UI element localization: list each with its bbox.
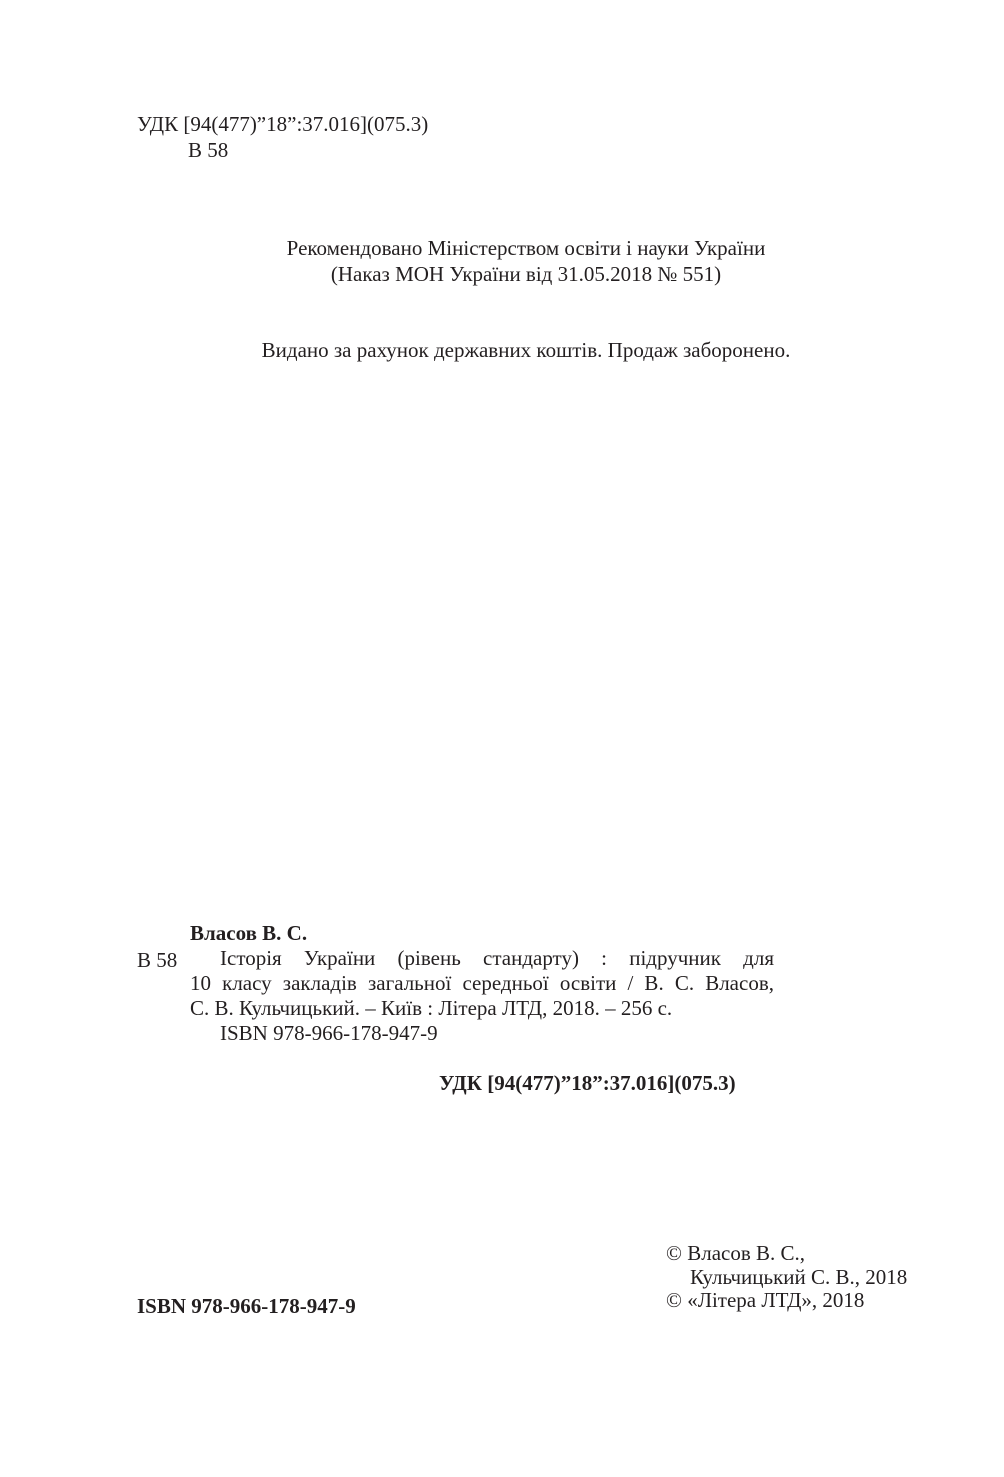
catalog-isbn: ISBN 978-966-178-947-9 (220, 1021, 438, 1045)
library-index-header: В 58 (188, 138, 229, 162)
footer-isbn: ISBN 978-966-178-947-9 (137, 1294, 356, 1318)
copyright-line-1: © Власов В. С., (666, 1241, 806, 1265)
copyright-line-2: Кульчицький С. В., 2018 (690, 1265, 908, 1289)
catalog-library-index: В 58 (137, 948, 178, 972)
udk-code-header: УДК [94(477)”18”:37.016](075.3) (137, 112, 429, 136)
catalog-udk-code: УДК [94(477)”18”:37.016](075.3) (439, 1071, 736, 1095)
catalog-description-line-3: С. В. Кульчицький. – Київ : Літера ЛТД, 2018. – 256 с. (190, 996, 673, 1020)
catalog-description-line-2: 10 класу закладів загальної середньої освіти / В. С. Власов, (190, 971, 774, 995)
copyright-line-3: © «Літера ЛТД», 2018 (666, 1288, 865, 1312)
catalog-description-line-1: Історія України (рівень стандарту) : підручник для (220, 946, 774, 970)
recommendation-line-2: (Наказ МОН України від 31.05.2018 № 551) (330, 262, 722, 286)
recommendation-line-1: Рекомендовано Міністерством освіти і науки України (286, 236, 766, 260)
catalog-author: Власов В. С. (190, 921, 308, 945)
funding-note: Видано за рахунок державних коштів. Продаж заборонено. (261, 338, 791, 362)
